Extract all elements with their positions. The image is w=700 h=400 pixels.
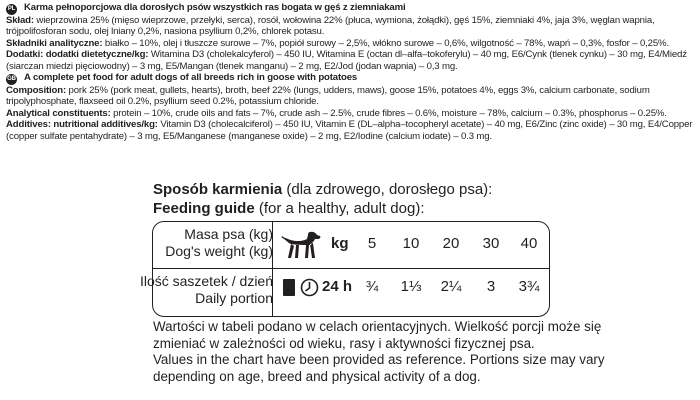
feeding-guide-pl-rest: (dla zdrowego, dorosłego psa): <box>282 181 493 198</box>
portion-value: 3 <box>486 278 496 295</box>
pl-dodatki-text: Witamina D3 (cholekalcyferol) – 450 IU, Witamina E (octan dl–alfa–tokoferylu) – 40 mg, E6/Cynk (tlenek cynku) – 30 mg, E4/Miedź (siarczan miedzi pięciowodny) – 3 mg, E5/Mangan (tlenek manganu) – 2 mg, E2/Jod (jodan wapnia) – 0,3 mg. <box>6 49 687 72</box>
per-day-label: 24 h <box>322 278 353 295</box>
weight-value: 30 <box>482 235 500 252</box>
dog-icon <box>280 230 322 260</box>
weight-label-pl: Masa psa (kg) <box>184 226 273 242</box>
weight-value: 5 <box>367 235 377 252</box>
portion-value: 3¾ <box>518 278 540 295</box>
pl-sklad <box>6 15 694 38</box>
gb-heading <box>6 72 694 85</box>
weight-value: 10 <box>402 235 420 252</box>
feeding-guide-pl <box>153 180 492 199</box>
gb-flag-icon: GB <box>6 74 17 85</box>
portion-label-pl: Ilość saszetek / dzień <box>139 273 273 289</box>
gb-additives <box>6 119 694 142</box>
weight-row-label <box>165 226 273 260</box>
pl-heading <box>6 2 694 15</box>
weight-label-en: Dog's weight (kg) <box>165 243 273 259</box>
pl-title: Karma pełnoporcjowa dla dorosłych psów wszystkich ras bogata w gęś z ziemniakami <box>24 2 406 13</box>
gb-title: A complete pet food for adult dogs of all breeds rich in goose with potatoes <box>24 72 358 84</box>
pl-flag-icon: PL <box>6 4 17 15</box>
note-en: Values in the chart have been provided as reference. Portions size may vary depending on age, breed and physical activity of a dog. <box>153 352 605 384</box>
gb-composition-label: Composition: <box>6 85 67 97</box>
note-pl: Wartości w tabeli podano w celach orientacyjnych. Wielkość porcji może się zmieniać w zależności od wieku, rasy i aktywności fizycznej psa. <box>153 319 602 351</box>
kg-unit-label: kg <box>331 235 349 252</box>
pl-dodatki <box>6 49 694 72</box>
portion-value: 2¼ <box>440 278 462 295</box>
pl-dodatki-label: Dodatki: dodatki dietetyczne/kg: <box>6 49 149 61</box>
portion-row-label <box>140 273 273 307</box>
gb-composition-text: pork 25% (pork meat, gullets, hearts), broth, beef 22% (lungs, udders, maws), goose 15%, potatoes 4%, eggs 3%, calcium carbonate, sodium tripolyphosphate, flaxseed oil 0.2%, psyllium seed 0.2%, potassium chloride. <box>6 85 650 108</box>
gb-additives-text: Vitamin D3 (cholecalciferol) – 450 IU, Vitamin E (DL–alpha–tocopheryl acetate) – 40 mg, E6/Zinc (zinc oxide) – 30 mg, E4/Copper (copper sulfate pentahydrate) – 3 mg, E5/Manganese (manganese oxide) – 2 mg, E2/Iodine (calcium iodate) – 0.3 mg. <box>6 119 693 142</box>
feeding-guide-title <box>153 180 492 218</box>
feeding-guide-en-rest: (for a healthy, adult dog): <box>254 200 425 217</box>
composition-block <box>6 2 694 142</box>
pl-sklad-text: wieprzowina 25% (mięso wieprzowe, przełyki, serca), rosół, wołowina 22% (płuca, wymiona, żołądki), gęś 15%, ziemniaki 4%, jaja 3%, węglan wapnia, trójpolifosforan sodu, olej lniany 0,2%, nasiona psyllium 0,2%, chlorek potasu. <box>6 15 655 38</box>
pl-sklad-label: Skład: <box>6 15 34 26</box>
reference-note <box>153 319 623 385</box>
gb-additives-label: Additives: nutritional additives/kg: <box>6 119 158 131</box>
pl-analityczne-text: białko – 10%, olej i tłuszcze surowe – 7%, popiół surowy – 2,5%, włókno surowe – 0,6%, wilgotność – 78%, wapń – 0,3%, fosfor – 0,25%. <box>102 37 669 49</box>
gb-composition <box>6 85 694 108</box>
gb-analytical-text: protein – 10%, crude oils and fats – 7%, crude ash – 2.5%, crude fibres – 0.6%, moisture – 78%, calcium – 0.3%, phosphorus – 0.25%. <box>110 107 667 119</box>
pl-analityczne <box>6 38 694 49</box>
portion-label-en: Daily portion <box>195 290 273 306</box>
feeding-guide-en <box>153 199 492 218</box>
clock-icon <box>300 278 319 297</box>
portion-value: 1⅓ <box>400 278 422 295</box>
table-row-divider <box>153 268 549 269</box>
weight-value: 20 <box>442 235 460 252</box>
gb-analytical-label: Analytical constituents: <box>6 107 111 119</box>
feeding-table <box>139 221 550 317</box>
feeding-guide-en-bold: Feeding guide <box>153 200 255 217</box>
sachet-icon <box>283 279 295 296</box>
pl-analityczne-label: Składniki analityczne: <box>6 37 103 49</box>
weight-value: 40 <box>520 235 538 252</box>
gb-analytical <box>6 108 694 119</box>
feeding-guide-pl-bold: Sposób karmienia <box>153 181 283 198</box>
portion-value: ¾ <box>365 278 379 295</box>
